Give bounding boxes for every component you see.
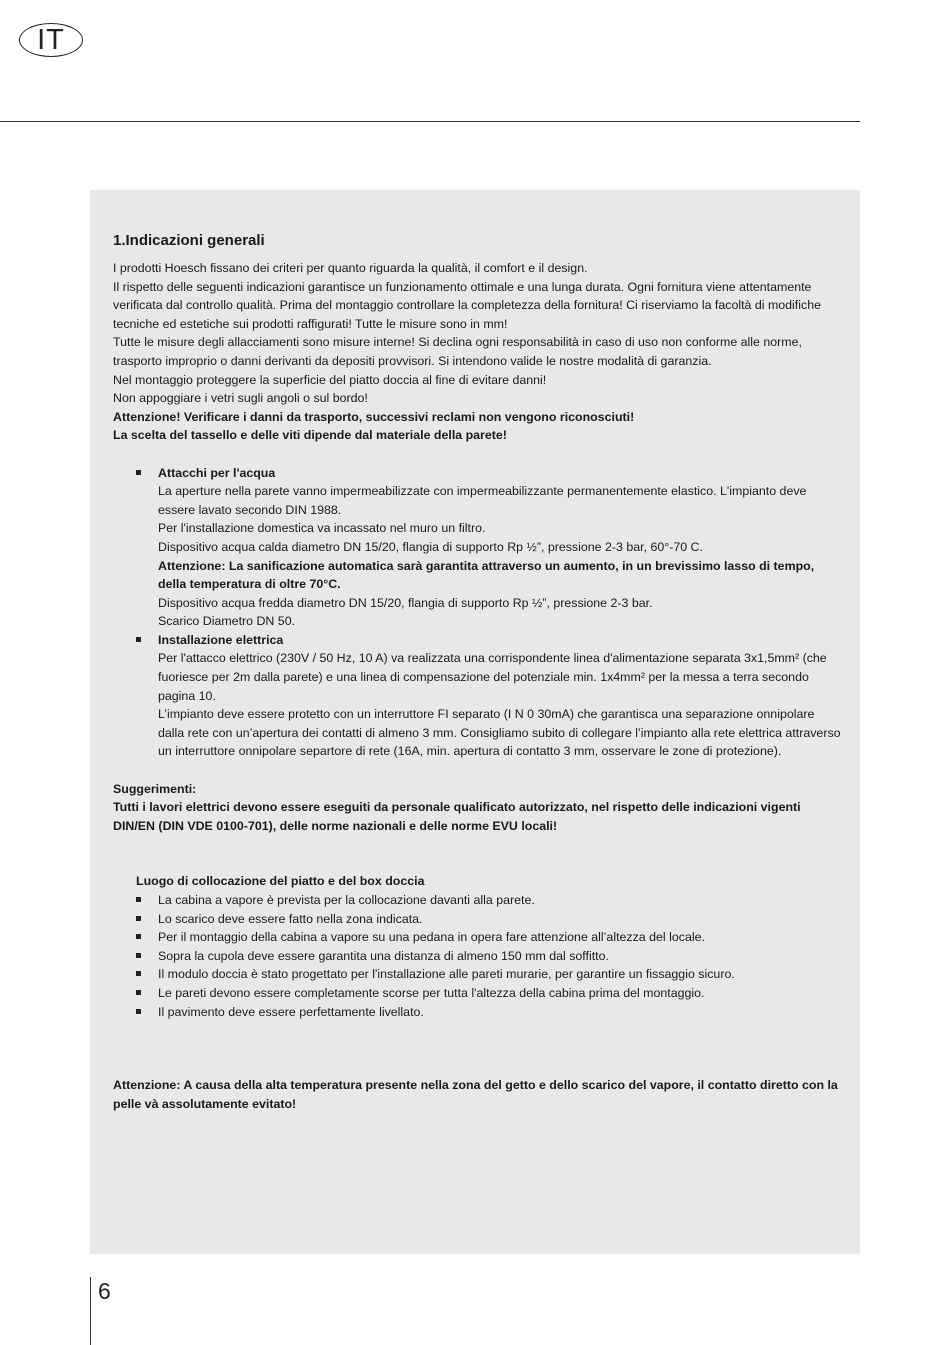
electric-installation-item (113, 631, 843, 761)
water-text: Dispositivo acqua fredda diametro DN 15/20, flangia di supporto Rp ½”, pressione 2-3 bar. (158, 595, 653, 610)
water-text: Scarico Diametro DN 50. (158, 614, 296, 629)
electric-heading: Installazione elettrica (158, 632, 284, 647)
intro-paragraph: I prodotti Hoesch fissano dei criteri per quanto riguarda la qualità, il comfort e il design. (113, 261, 588, 275)
list-item: Per il montaggio della cabina a vapore su una pedana in opera fare attenzione all’altezza del locale. (113, 928, 843, 947)
water-text: Dispositivo acqua calda diametro DN 15/20, flangia di supporto Rp ½”, pressione 2-3 bar, 60°-70 C. (158, 539, 703, 554)
list-item: Il pavimento deve essere perfettamente livellato. (113, 1003, 843, 1022)
list-item: Sopra la cupola deve essere garantita una distanza di almeno 150 mm dal soffitto. (113, 947, 843, 966)
intro-paragraph: Il rispetto delle seguenti indicazioni garantisce un funzionamento ottimale e una lunga durata. Ogni fornitura viene attentamente verificata dal controllo qualità. Prima del montaggio controllare la completezza della fornitura! Ci riserviamo la facoltà di modifiche tecniche ed estetiche sui prodotti raffigurati! Tutte le misure sono in mm! (113, 279, 821, 331)
list-item: Le pareti devono essere completamente scorse per tutta l'altezza della cabina prima del montaggio. (113, 984, 843, 1003)
connections-list (113, 464, 843, 762)
list-item: Il modulo doccia è stato progettato per l'installazione alle pareti murarie, per garantire un fissaggio sicuro. (113, 965, 843, 984)
footer-rule (90, 1277, 91, 1345)
intro-paragraph: Nel montaggio proteggere la superficie del piatto doccia al fine di evitare danni! (113, 372, 547, 387)
content-body (113, 230, 843, 1113)
spacer (113, 445, 843, 464)
water-text: La aperture nella parete vanno impermeabilizzate con impermeabilizzante permanentemente elastico. L'impianto deve essere lavato secondo DIN 1988. (158, 484, 807, 517)
header-rule (0, 121, 860, 122)
sanitization-warning: Attenzione: La sanificazione automatica sarà garantita attraverso un aumento, in un brevissimo lasso di tempo, della temperatura di oltre 70°C. (158, 558, 815, 592)
water-connections-item (113, 464, 843, 631)
language-badge: IT (19, 23, 83, 57)
list-item: Lo scarico deve essere fatto nella zona indicata. (113, 910, 843, 929)
page-number: 6 (98, 1278, 111, 1304)
spacer (113, 835, 843, 872)
spacer (113, 761, 843, 780)
anchor-warning: La scelta del tassello e delle viti dipende dal materiale della parete! (113, 428, 507, 443)
water-text: Per l'installazione domestica va incassato nel muro un filtro. (158, 521, 486, 536)
water-heading: Attacchi per l'acqua (158, 465, 276, 480)
temperature-warning: Attenzione: A causa della alta temperatura presente nella zona del getto e dello scarico del vapore, il contatto diretto con la pelle và assolutamente evitato! (113, 1078, 838, 1111)
transport-warning: Attenzione! Verificare i danni da trasporto, successivi reclami non vengono riconosciuti! (113, 409, 635, 424)
section-title: 1.Indicazioni generali (113, 232, 265, 249)
electric-text: L’impianto deve essere protetto con un interruttore FI separato (I N 0 30mA) che garantisca una separazione onnipolare dalla rete con un’apertura dei contatti di almeno 3 mm. Consigliamo subito di collegare l’impianto alla rete elettrica attraverso un interruttore onnipolare separtore di rete (16A, min. apertura di contatto 3 mm, osservare le zone di protezione). (158, 707, 841, 759)
intro-paragraph: Tutte le misure degli allacciamenti sono misure interne! Si declina ogni responsabilità in caso di uso non conforme alle norme, trasporto improprio o danni derivanti da depositi provvisori. Si intendono valide le nostre modalità di garanzia. (113, 335, 802, 368)
electric-text: Per l'attacco elettrico (230V / 50 Hz, 10 A) va realizzata una corrispondente linea d'alimentazione separata 3x1,5mm² (che fuoriesce per 2m dalla parete) e una linea di compensazione del potenziale min. 1x4mm² per la messa a terra secondo pagina 10. (158, 651, 827, 703)
location-list (113, 891, 843, 1021)
suggestions-heading: Suggerimenti: (113, 781, 197, 796)
location-heading: Luogo di collocazione del piatto e del box doccia (136, 874, 425, 889)
list-item: La cabina a vapore è prevista per la collocazione davanti alla parete. (113, 891, 843, 910)
intro-paragraph: Non appoggiare i vetri sugli angoli o sul bordo! (113, 391, 368, 406)
spacer (113, 1021, 843, 1076)
suggestions-text: Tutti i lavori elettrici devono essere eseguiti da personale qualificato autorizzato, nel rispetto delle indicazioni vigenti DIN/EN (DIN VDE 0100-701), delle norme nazionali e delle norme EVU locali! (113, 800, 801, 833)
